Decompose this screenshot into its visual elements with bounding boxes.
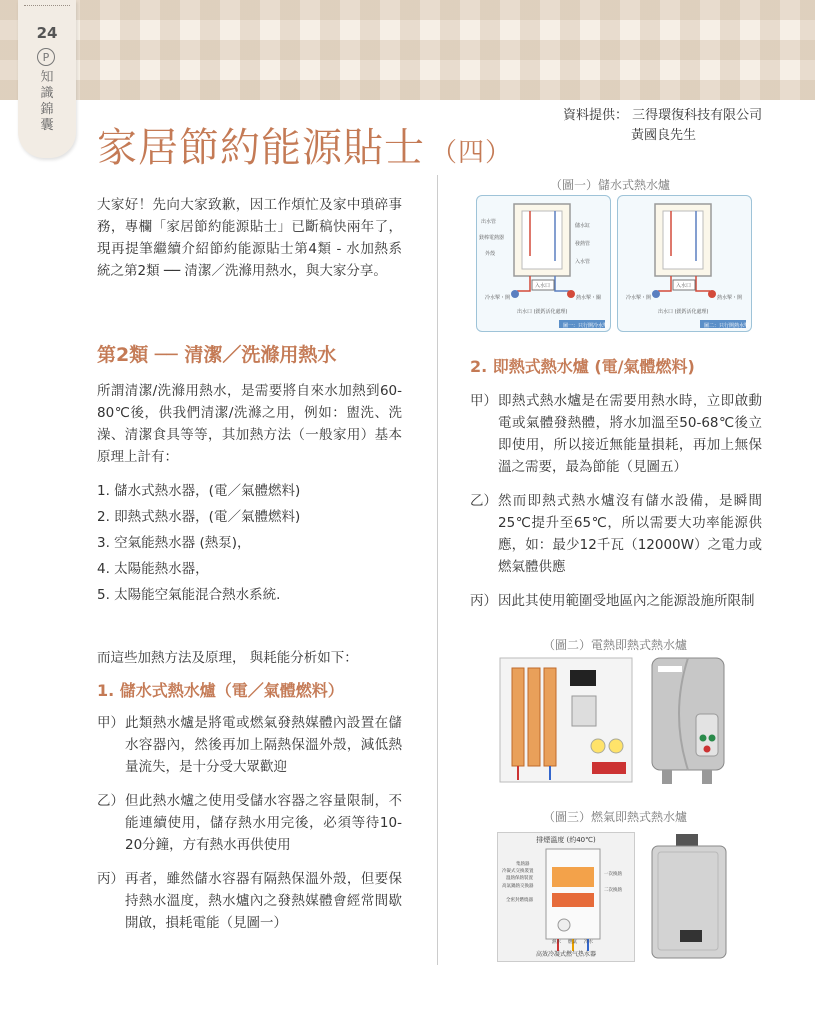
label-heating-tube: 發熱管 [575,241,591,247]
figure-1-left-diagram [476,195,611,332]
instant-items [470,390,762,612]
column-divider [437,175,438,965]
instant-heading: 2. 即熱式熱水爐 (電/氣體燃料) [470,357,695,376]
item-text: 然而即熱式熱水爐沒有儲水設備，是瞬間25℃提升至65℃，所以需要大功率能源供應，如：最少12千瓦（12000W）之電力或燃氣體供應 [498,493,762,575]
instant-item [470,590,762,612]
item-marker: 甲） [470,393,497,409]
label: 集熱器 [516,862,530,867]
figure-1-right-tag: 圖二：只行開熱水掣 [704,323,750,329]
gas-heater-diagram-labels [498,833,634,961]
item-text: 因此其使用範圍受地區內之能源設施所限制 [498,593,755,609]
label: 一次換熱 [604,872,622,877]
figure-1-caption: （圖一）儲水式熱水爐 [549,178,670,192]
figure-1-right-diagram [617,195,752,332]
electric-instant-heater-photo [648,656,728,794]
figure-2-caption: （圖二）電熱即熱式熱水爐 [542,638,687,652]
tab-dotted-line [24,5,70,6]
category-char: 錦 [40,102,54,117]
title-main: 家居節約能源貼士 [97,125,425,171]
item-text: 此類熱水爐是將電或燃氣發熱媒體內設置在儲水容器內，然後再加上隔熱保溫外殼，減低熱量流失，是十分受大眾歡迎 [125,715,402,775]
list-item: 5. 太陽能空氣能混合熱水系統. [97,587,281,603]
label: 冷水 [584,940,593,945]
label-outlet-pipe: 出水管 [481,219,497,225]
label: 溫熱保熱裝置 [506,876,533,881]
electric-instant-heater-internal-image [498,656,634,784]
gas-instant-heater-photo [648,832,730,964]
gas-heater-diagram [497,832,635,962]
section-heading: 第2類 ── 清潔／洗滌用熱水 [97,344,337,366]
label-outlet: 出水口 (鎂鈣活化處理) [658,309,709,315]
storage-items [97,712,402,934]
label-tank: 儲水缸 [575,223,591,229]
category-char: 識 [40,86,54,101]
source-credit [563,106,762,146]
label: 二次換熱 [604,888,622,893]
label-inlet: 入水口 [535,283,551,289]
label-cold-switch: 冷水掣・開 [626,295,652,301]
label: 熱水 [552,940,561,945]
storage-item [97,712,402,778]
section-body: 所謂清潔/洗滌用熱水，是需要將自來水加熱到60-80℃後，供我們清潔/洗滌之用，例如：盥洗、洗澡、清潔食具等等，其加熱方法（一般家用）基本原理上計有： [97,383,402,465]
diagram-title: 排煙溫度 (約40℃) [536,836,596,844]
credit-line-2: 黃國良先生 [631,128,697,143]
list-item: 4. 太陽能熱水器， [97,561,209,577]
label-inlet: 入水口 [676,283,692,289]
title-sub: （四） [431,138,513,168]
item-marker: 丙） [97,871,124,887]
figure-3-caption: （圖三）燃氣即熱式熱水爐 [542,810,687,824]
storage-item [97,868,402,934]
item-text: 但此熱水爐之使用受儲水容器之容量限制，不能連續使用，儲存熱水用完後，必須等待10-20分鐘，方有熱水再供使用 [125,793,402,853]
label: 全密封燃燒器 [506,898,533,903]
intro-paragraph: 大家好！先向大家致歉，因工作煩忙及家中瑣碎事務，專欄「家居節約能源貼士」已斷稿快兩年了，現再提筆繼續介紹節約能源貼士第4類 - 水加熱系統之第2類 ── 清潔／洗滌用熱水，與大家分享。 [97,197,402,279]
figure-1-right-labels [618,196,751,331]
p-circle-icon: P [37,48,55,66]
section-tab [18,0,76,158]
label-hot-switch: 熱水掣・開 [717,295,743,301]
label: 高氣鍋熱交換器 [502,884,534,889]
analysis-intro: 而這些加熱方法及原理， 與耗能分析如下： [97,650,358,666]
label-hot-switch: 熱水掣・關 [576,295,602,301]
figure-1-left-labels [477,196,610,331]
heater-type-list [97,478,402,608]
list-item: 2. 即熱式熱水器，(電／氣體燃料) [97,509,301,525]
item-marker: 乙） [97,793,124,809]
item-marker: 丙） [470,593,497,609]
category-label [18,70,76,134]
item-text: 再者，雖然儲水容器有隔熱保溫外殼，但要保持熱水溫度，熱水爐內之發熱媒體會經常間歇開啟，損耗電能（見圖一） [125,871,402,931]
category-char: 知 [40,70,54,85]
label: 燃氣 [568,940,577,945]
label-cold-switch: 冷水掣・開 [485,295,511,301]
item-marker: 甲） [97,715,124,731]
category-char: 囊 [40,118,54,133]
item-text: 即熱式熱水爐是在需要用熱水時，立即啟動電或氣體發熱體，將水加溫至50-68℃後立即使用，所以接近無能量損耗，再加上無保溫之需要，最為節能（見圖五） [498,393,762,475]
list-item: 3. 空氣能熱水器 (熱泵)， [97,535,251,551]
label-inlet-pipe: 入水管 [575,259,591,265]
storage-heading: 1. 儲水式熱水爐（電／氣體燃料） [97,681,344,700]
label-outlet: 出水口 (鎂鈣活化處理) [517,309,568,315]
diagram-footer: 高效冷凝式燃气热水器 [535,951,596,958]
figure-1-left-tag: 圖一：只行開冷水掣 [563,323,609,329]
instant-item [470,490,762,578]
page-title [97,116,512,173]
label: 冷凝式交換裝置 [502,869,534,874]
label-heater-rod: 鎂棒電熱器 [479,235,505,241]
list-item: 1. 儲水式熱水器，(電／氣體燃料) [97,483,301,499]
storage-item [97,790,402,856]
instant-item [470,390,762,478]
credit-line-1: 資料提供： 三得環復科技有限公司 [563,108,763,123]
page-number: 24 [36,24,58,42]
label-shell: 外殼 [485,251,496,257]
header-plaid-band [0,0,815,100]
item-marker: 乙） [470,493,497,509]
